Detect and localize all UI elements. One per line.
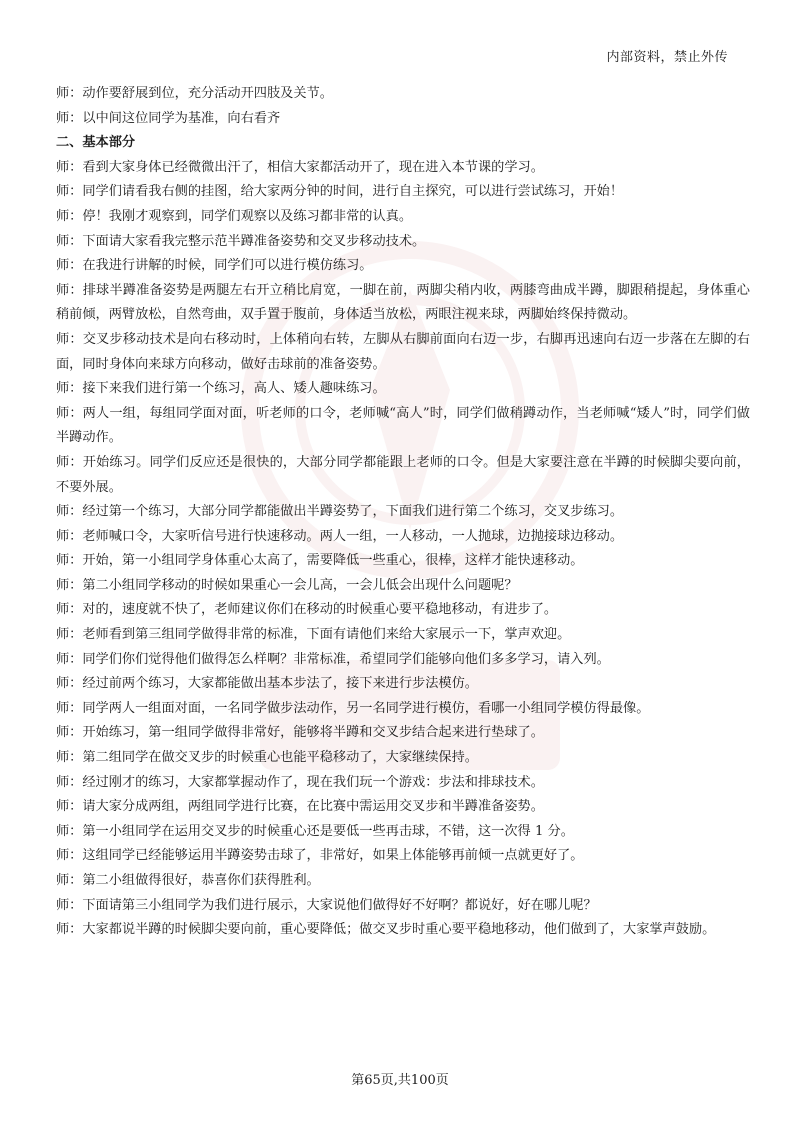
paragraph: 师：以中间这位同学为基准，向右看齐 <box>56 110 281 126</box>
paragraph: 师：对的，速度就不快了，老师建议你们在移动的时候重心要平稳地移动，有进步了。 <box>56 602 558 618</box>
paragraph: 师：请大家分成两组，两组同学进行比赛，在比赛中需运用交叉步和半蹲准备姿势。 <box>56 799 544 815</box>
paragraph: 师：同学们你们觉得他们做得怎么样啊？非常标准，希望同学们能够向他们多多学习，请入列。 <box>56 651 610 667</box>
paragraph: 师：停！我刚才观察到，同学们观察以及练习都非常的认真。 <box>56 208 413 224</box>
paragraph: 师：看到大家身体已经微微出汗了，相信大家都活动开了，现在进入本节课的学习。 <box>56 159 544 175</box>
header-confidential-note: 内部资料，禁止外传 <box>606 50 728 65</box>
paragraph: 师：同学们请看我右侧的挂图，给大家两分钟的时间，进行自主探究，可以进行尝试练习，开始！ <box>56 184 624 200</box>
paragraph: 师：接下来我们进行第一个练习，高人、矮人趣味练习。 <box>56 381 386 397</box>
paragraph: 师：这组同学已经能够运用半蹲姿势击球了，非常好，如果上体能够再前倾一点就更好了。 <box>56 848 584 864</box>
paragraph: 师：同学两人一组面对面，一名同学做步法动作，另一名同学进行模仿，看哪一小组同学模仿得最像。 <box>56 700 650 716</box>
paragraph: 师：开始练习，第一组同学做得非常好，能够将半蹲和交叉步结合起来进行垫球了。 <box>56 725 544 741</box>
section-heading: 二、基本部分 <box>56 135 136 151</box>
paragraph: 师：经过第一个练习，大部分同学都能做出半蹲姿势了，下面我们进行第二个练习，交叉步练习。 <box>56 504 624 520</box>
paragraph: 师：下面请大家看我完整示范半蹲准备姿势和交叉步移动技术。 <box>56 233 426 249</box>
paragraph: 师：两人一组，每组同学面对面，听老师的口令，老师喊“高人”时，同学们做稍蹲动作，当老师喊“矮人”时，同学们做半蹲动作。 <box>56 405 750 446</box>
paragraph: 师：下面请第三小组同学为我们进行展示，大家说他们做得好不好啊？都说好，好在哪儿呢？ <box>56 897 597 913</box>
paragraph: 师：第一小组同学在运用交叉步的时候重心还是要低一些再击球，不错，这一次得 1 分。 <box>56 823 574 839</box>
paragraph: 师：第二小组做得很好，恭喜你们获得胜利。 <box>56 873 320 888</box>
paragraph: 师：交叉步移动技术是向右移动时，上体稍向右转，左脚从右脚前面向右迈一步，右脚再迅速向右迈一步落在左脚的右面，同时身体向来球方向移动，做好击球前的准备姿势。 <box>56 331 750 372</box>
paragraph: 师：开始，第一小组同学身体重心太高了，需要降低一些重心，很棒，这样才能快速移动。 <box>56 553 584 569</box>
paragraph: 师：经过刚才的练习，大家都掌握动作了，现在我们玩一个游戏：步法和排球技术。 <box>56 774 544 790</box>
paragraph: 师：老师看到第三组同学做得非常的标准，下面有请他们来给大家展示一下，掌声欢迎。 <box>56 627 571 643</box>
paragraph: 师：大家都说半蹲的时候脚尖要向前，重心要降低；做交叉步时重心要平稳地移动，他们做到了，大家掌声鼓励。 <box>56 922 716 938</box>
page-number: 第65页,共100页 <box>351 1073 449 1088</box>
paragraph: 师：第二组同学在做交叉步的时候重心也能平稳移动了，大家继续保持。 <box>56 750 478 766</box>
paragraph: 师：动作要舒展到位，充分活动开四肢及关节。 <box>56 86 333 101</box>
document-body <box>56 82 750 943</box>
paragraph: 师：经过前两个练习，大家都能做出基本步法了，接下来进行步法模仿。 <box>56 676 478 692</box>
paragraph: 师：老师喊口令，大家听信号进行快速移动。两人一组，一人移动，一人抛球，边抛接球边移动。 <box>56 528 624 544</box>
paragraph: 师：开始练习。同学们反应还是很快的，大部分同学都能跟上老师的口令。但是大家要注意在半蹲的时候脚尖要向前，不要外展。 <box>56 454 750 495</box>
paragraph: 师：在我进行讲解的时候，同学们可以进行模仿练习。 <box>56 258 373 274</box>
paragraph: 师：第二小组同学移动的时候如果重心一会儿高，一会儿低会出现什么问题呢？ <box>56 577 518 593</box>
paragraph: 师：排球半蹲准备姿势是两腿左右开立稍比肩宽，一脚在前，两脚尖稍内收，两膝弯曲成半蹲，脚跟稍提起，身体重心稍前倾，两臂放松，自然弯曲，双手置于腹前，身体适当放松，两眼注视来球，两脚始终保持微动。 <box>56 282 750 323</box>
